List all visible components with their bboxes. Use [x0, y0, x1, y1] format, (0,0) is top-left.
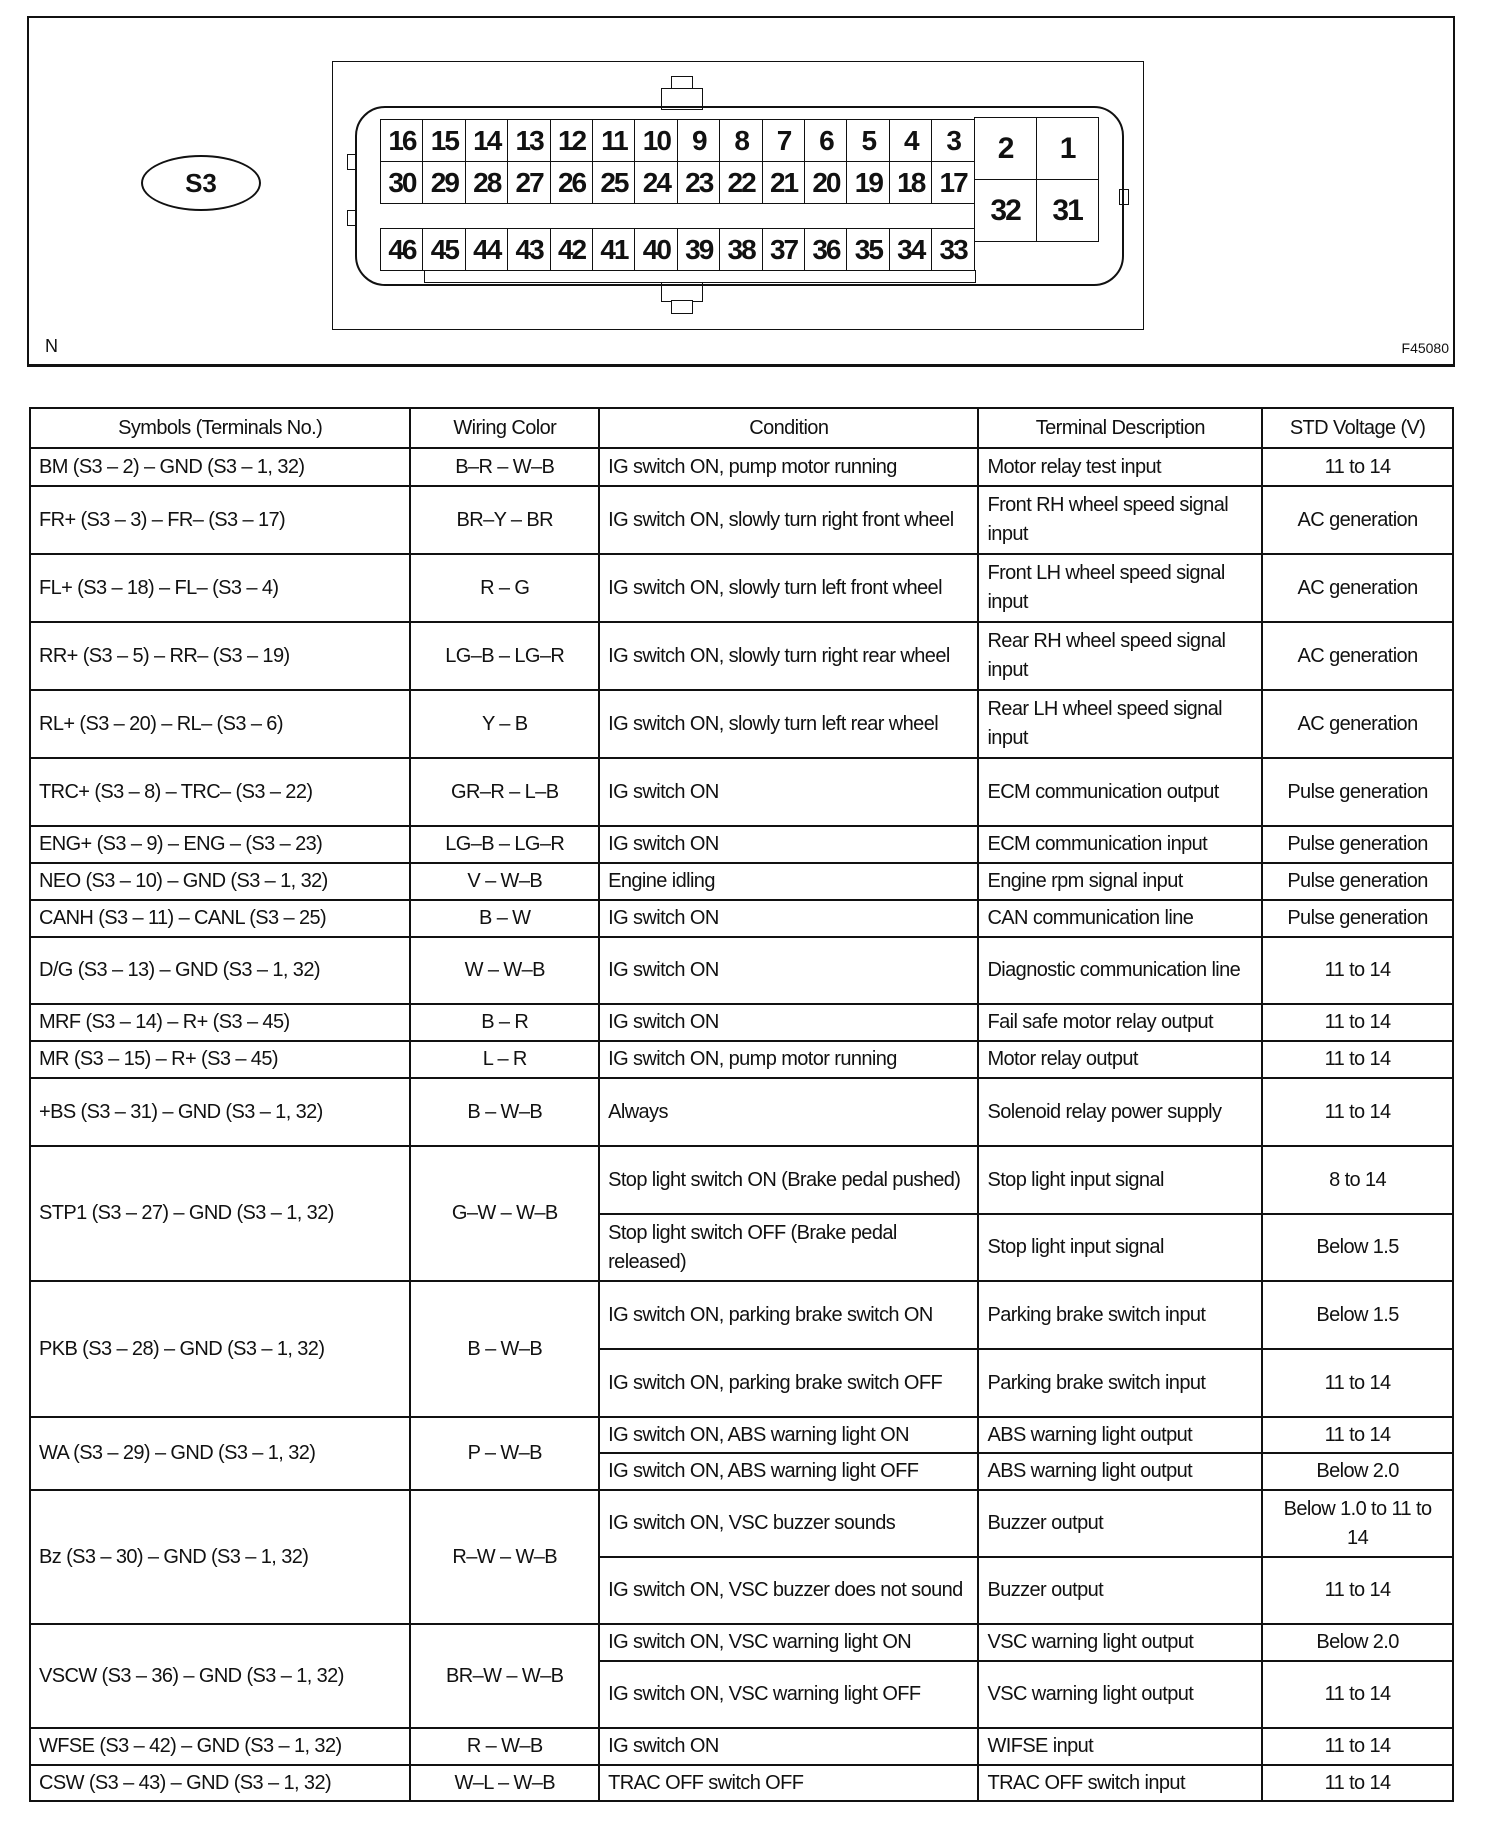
terminal-description-cell: WIFSE input [978, 1728, 1262, 1765]
symbol-cell: CSW (S3 – 43) – GND (S3 – 1, 32) [30, 1765, 410, 1801]
table-row [30, 1490, 1453, 1557]
pin-18: 18 [889, 161, 933, 204]
std-voltage-cell: 11 to 14 [1262, 1417, 1453, 1453]
condition-cell: IG switch ON, slowly turn right rear wheel [599, 622, 978, 690]
table-row [30, 826, 1453, 863]
condition-cell: IG switch ON, pump motor running [599, 448, 978, 486]
condition-cell: IG switch ON, VSC warning light OFF [599, 1661, 978, 1728]
condition-cell: IG switch ON [599, 1728, 978, 1765]
pin-31: 31 [1036, 179, 1099, 242]
terminal-description-cell: VSC warning light output [978, 1661, 1262, 1728]
symbol-cell: MR (S3 – 15) – R+ (S3 – 45) [30, 1041, 410, 1078]
wiring-color-cell: LG–B – LG–R [410, 826, 599, 863]
table-row [30, 900, 1453, 937]
connector-label: S3 [141, 155, 261, 211]
symbol-cell: WFSE (S3 – 42) – GND (S3 – 1, 32) [30, 1728, 410, 1765]
terminal-description-cell: Motor relay test input [978, 448, 1262, 486]
symbol-cell: RR+ (S3 – 5) – RR– (S3 – 19) [30, 622, 410, 690]
connector-diagram [27, 16, 1455, 367]
condition-cell: Stop light switch OFF (Brake pedal released) [599, 1214, 978, 1281]
table-row [30, 863, 1453, 900]
pin-10: 10 [634, 119, 678, 162]
wiring-color-cell: Y – B [410, 690, 599, 758]
pin-12: 12 [550, 119, 594, 162]
table-row [30, 448, 1453, 486]
pin-15: 15 [422, 119, 466, 162]
header-symbols: Symbols (Terminals No.) [30, 408, 410, 448]
header-terminal-description: Terminal Description [978, 408, 1262, 448]
wiring-color-cell: LG–B – LG–R [410, 622, 599, 690]
pin-9: 9 [677, 119, 721, 162]
std-voltage-cell: Below 2.0 [1262, 1453, 1453, 1490]
pin-33: 33 [931, 228, 975, 271]
pin-23: 23 [677, 161, 721, 204]
pin-42: 42 [550, 228, 594, 271]
std-voltage-cell: 11 to 14 [1262, 1557, 1453, 1624]
wiring-color-cell: R – W–B [410, 1728, 599, 1765]
pin-5: 5 [846, 119, 890, 162]
wiring-color-cell: BR–Y – BR [410, 486, 599, 554]
std-voltage-cell: Below 1.5 [1262, 1281, 1453, 1349]
terminal-description-cell: Solenoid relay power supply [978, 1078, 1262, 1146]
terminal-description-cell: Front RH wheel speed signal input [978, 486, 1262, 554]
std-voltage-cell: Pulse generation [1262, 758, 1453, 826]
terminal-description-cell: Parking brake switch input [978, 1349, 1262, 1417]
condition-cell: IG switch ON, VSC buzzer sounds [599, 1490, 978, 1557]
symbol-cell: FR+ (S3 – 3) – FR– (S3 – 17) [30, 486, 410, 554]
wiring-color-cell: W–L – W–B [410, 1765, 599, 1801]
table-row [30, 1078, 1453, 1146]
pin-11: 11 [592, 119, 636, 162]
std-voltage-cell: 11 to 14 [1262, 1078, 1453, 1146]
terminal-description-cell: Rear LH wheel speed signal input [978, 690, 1262, 758]
wiring-color-cell: BR–W – W–B [410, 1624, 599, 1728]
terminal-description-cell: Buzzer output [978, 1557, 1262, 1624]
symbol-cell: VSCW (S3 – 36) – GND (S3 – 1, 32) [30, 1624, 410, 1728]
std-voltage-cell: Pulse generation [1262, 900, 1453, 937]
pin-34: 34 [889, 228, 933, 271]
condition-cell: IG switch ON [599, 1004, 978, 1041]
condition-cell: IG switch ON [599, 900, 978, 937]
condition-cell: IG switch ON, ABS warning light OFF [599, 1453, 978, 1490]
symbol-cell: WA (S3 – 29) – GND (S3 – 1, 32) [30, 1417, 410, 1490]
figure-id: F45080 [1401, 340, 1449, 356]
header-wiring-color: Wiring Color [410, 408, 599, 448]
pin-40: 40 [634, 228, 678, 271]
std-voltage-cell: AC generation [1262, 690, 1453, 758]
pin-22: 22 [719, 161, 763, 204]
latch-bottom [671, 300, 693, 314]
pin-28: 28 [465, 161, 509, 204]
table-row [30, 758, 1453, 826]
condition-cell: IG switch ON, VSC buzzer does not sound [599, 1557, 978, 1624]
table-row [30, 937, 1453, 1004]
condition-cell: Engine idling [599, 863, 978, 900]
pin-36: 36 [804, 228, 848, 271]
corner-label: N [45, 336, 58, 356]
terminal-description-cell: Rear RH wheel speed signal input [978, 622, 1262, 690]
symbol-cell: TRC+ (S3 – 8) – TRC– (S3 – 22) [30, 758, 410, 826]
wiring-color-cell: GR–R – L–B [410, 758, 599, 826]
std-voltage-cell: AC generation [1262, 554, 1453, 622]
pin-25: 25 [592, 161, 636, 204]
table-row [30, 1146, 1453, 1214]
table-row [30, 1728, 1453, 1765]
terminal-description-cell: Motor relay output [978, 1041, 1262, 1078]
table-row [30, 622, 1453, 690]
condition-cell: Always [599, 1078, 978, 1146]
pin-32: 32 [974, 179, 1037, 242]
pin-45: 45 [422, 228, 466, 271]
std-voltage-cell: Pulse generation [1262, 863, 1453, 900]
wiring-color-cell: B – W–B [410, 1078, 599, 1146]
terminal-description-cell: ABS warning light output [978, 1417, 1262, 1453]
pin-24: 24 [634, 161, 678, 204]
std-voltage-cell: Pulse generation [1262, 826, 1453, 863]
pin-38: 38 [719, 228, 763, 271]
terminal-description-cell: ECM communication input [978, 826, 1262, 863]
condition-cell: IG switch ON, VSC warning light ON [599, 1624, 978, 1661]
pin-19: 19 [846, 161, 890, 204]
symbol-cell: +BS (S3 – 31) – GND (S3 – 1, 32) [30, 1078, 410, 1146]
symbol-cell: Bz (S3 – 30) – GND (S3 – 1, 32) [30, 1490, 410, 1624]
pin-44: 44 [465, 228, 509, 271]
std-voltage-cell: AC generation [1262, 622, 1453, 690]
pin-6: 6 [804, 119, 848, 162]
terminal-description-cell: Front LH wheel speed signal input [978, 554, 1262, 622]
table-row [30, 1041, 1453, 1078]
condition-cell: Stop light switch ON (Brake pedal pushed) [599, 1146, 978, 1214]
connector-frame [332, 61, 1144, 330]
pin-27: 27 [507, 161, 551, 204]
terminal-description-cell: VSC warning light output [978, 1624, 1262, 1661]
symbol-cell: D/G (S3 – 13) – GND (S3 – 1, 32) [30, 937, 410, 1004]
pin-46: 46 [380, 228, 424, 271]
symbol-cell: RL+ (S3 – 20) – RL– (S3 – 6) [30, 690, 410, 758]
pin-8: 8 [719, 119, 763, 162]
std-voltage-cell: Below 2.0 [1262, 1624, 1453, 1661]
symbol-cell: PKB (S3 – 28) – GND (S3 – 1, 32) [30, 1281, 410, 1417]
pin-7: 7 [762, 119, 806, 162]
pin-26: 26 [550, 161, 594, 204]
symbol-cell: NEO (S3 – 10) – GND (S3 – 1, 32) [30, 863, 410, 900]
wiring-color-cell: B – R [410, 1004, 599, 1041]
table-row [30, 1624, 1453, 1661]
pin-4: 4 [889, 119, 933, 162]
condition-cell: IG switch ON, slowly turn left rear wheel [599, 690, 978, 758]
wiring-color-cell: W – W–B [410, 937, 599, 1004]
wiring-color-cell: R–W – W–B [410, 1490, 599, 1624]
table-header [30, 408, 1453, 448]
std-voltage-cell: Below 1.0 to 11 to 14 [1262, 1490, 1453, 1557]
symbol-cell: BM (S3 – 2) – GND (S3 – 1, 32) [30, 448, 410, 486]
symbol-cell: MRF (S3 – 14) – R+ (S3 – 45) [30, 1004, 410, 1041]
condition-cell: IG switch ON [599, 758, 978, 826]
pin-35: 35 [846, 228, 890, 271]
std-voltage-cell: 11 to 14 [1262, 1004, 1453, 1041]
std-voltage-cell: 11 to 14 [1262, 1661, 1453, 1728]
wiring-color-cell: B – W–B [410, 1281, 599, 1417]
wiring-color-cell: R – G [410, 554, 599, 622]
std-voltage-cell: AC generation [1262, 486, 1453, 554]
table-row [30, 486, 1453, 554]
pin-37: 37 [762, 228, 806, 271]
std-voltage-cell: 11 to 14 [1262, 1728, 1453, 1765]
terminal-description-cell: TRAC OFF switch input [978, 1765, 1262, 1801]
table-row [30, 1765, 1453, 1801]
condition-cell: IG switch ON, slowly turn right front wheel [599, 486, 978, 554]
terminal-description-cell: Stop light input signal [978, 1146, 1262, 1214]
connector-slot [424, 270, 976, 283]
wiring-color-cell: P – W–B [410, 1417, 599, 1490]
pin-41: 41 [592, 228, 636, 271]
std-voltage-cell: 8 to 14 [1262, 1146, 1453, 1214]
condition-cell: IG switch ON [599, 937, 978, 1004]
pin-3: 3 [931, 119, 975, 162]
symbol-cell: CANH (S3 – 11) – CANL (S3 – 25) [30, 900, 410, 937]
terminal-description-cell: ECM communication output [978, 758, 1262, 826]
terminal-description-cell: Stop light input signal [978, 1214, 1262, 1281]
pin-43: 43 [507, 228, 551, 271]
condition-cell: IG switch ON, ABS warning light ON [599, 1417, 978, 1453]
pin-14: 14 [465, 119, 509, 162]
terminal-description-cell: Parking brake switch input [978, 1281, 1262, 1349]
terminal-table [29, 407, 1454, 1802]
std-voltage-cell: 11 to 14 [1262, 1765, 1453, 1801]
std-voltage-cell: Below 1.5 [1262, 1214, 1453, 1281]
pin-16: 16 [380, 119, 424, 162]
terminal-description-cell: Engine rpm signal input [978, 863, 1262, 900]
pin-21: 21 [762, 161, 806, 204]
condition-cell: TRAC OFF switch OFF [599, 1765, 978, 1801]
condition-cell: IG switch ON, parking brake switch OFF [599, 1349, 978, 1417]
pin-17: 17 [931, 161, 975, 204]
symbol-cell: STP1 (S3 – 27) – GND (S3 – 1, 32) [30, 1146, 410, 1281]
pin-39: 39 [677, 228, 721, 271]
wiring-color-cell: G–W – W–B [410, 1146, 599, 1281]
pin-29: 29 [422, 161, 466, 204]
terminal-description-cell: ABS warning light output [978, 1453, 1262, 1490]
condition-cell: IG switch ON, parking brake switch ON [599, 1281, 978, 1349]
table-row [30, 1417, 1453, 1453]
wiring-color-cell: B – W [410, 900, 599, 937]
terminal-description-cell: Buzzer output [978, 1490, 1262, 1557]
condition-cell: IG switch ON, pump motor running [599, 1041, 978, 1078]
std-voltage-cell: 11 to 14 [1262, 937, 1453, 1004]
pin-1: 1 [1036, 117, 1099, 180]
condition-cell: IG switch ON [599, 826, 978, 863]
std-voltage-cell: 11 to 14 [1262, 448, 1453, 486]
condition-cell: IG switch ON, slowly turn left front wheel [599, 554, 978, 622]
header-condition: Condition [599, 408, 978, 448]
terminal-description-cell: Fail safe motor relay output [978, 1004, 1262, 1041]
symbol-cell: FL+ (S3 – 18) – FL– (S3 – 4) [30, 554, 410, 622]
connector-body [355, 106, 1124, 286]
header-std-voltage: STD Voltage (V) [1262, 408, 1453, 448]
std-voltage-cell: 11 to 14 [1262, 1349, 1453, 1417]
table-row [30, 554, 1453, 622]
terminal-description-cell: CAN communication line [978, 900, 1262, 937]
wiring-color-cell: L – R [410, 1041, 599, 1078]
wiring-color-cell: B–R – W–B [410, 448, 599, 486]
symbol-cell: ENG+ (S3 – 9) – ENG – (S3 – 23) [30, 826, 410, 863]
pin-2: 2 [974, 117, 1037, 180]
pin-20: 20 [804, 161, 848, 204]
table-row [30, 1004, 1453, 1041]
pin-30: 30 [380, 161, 424, 204]
pin-13: 13 [507, 119, 551, 162]
wiring-color-cell: V – W–B [410, 863, 599, 900]
std-voltage-cell: 11 to 14 [1262, 1041, 1453, 1078]
table-row [30, 1281, 1453, 1349]
table-row [30, 690, 1453, 758]
terminal-description-cell: Diagnostic communication line [978, 937, 1262, 1004]
